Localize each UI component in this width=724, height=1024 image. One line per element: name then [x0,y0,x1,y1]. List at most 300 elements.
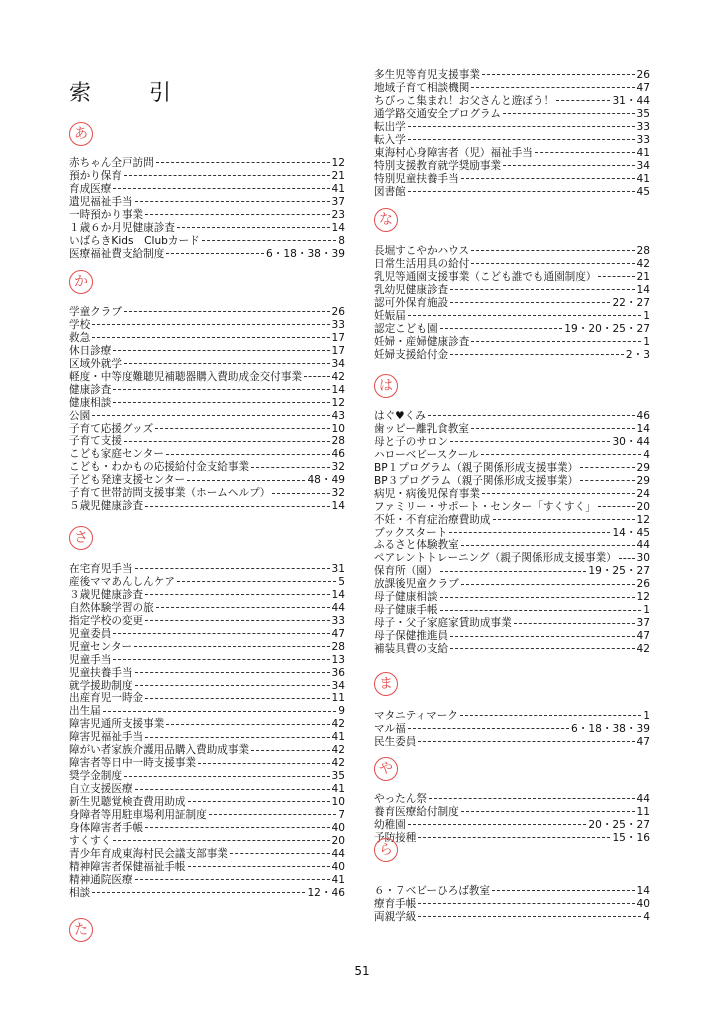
index-entry-name: 予防接種 [374,831,417,844]
index-entry-page: 10 [331,422,345,435]
index-entry [69,461,345,474]
leader-dots [461,545,635,546]
leader-dots [272,493,329,494]
index-entry-name: 日常生活用具の給付 [374,257,470,270]
leader-dots [461,178,635,179]
leader-dots [188,801,330,802]
index-entry-page: 42 [331,370,345,383]
leader-dots [418,916,641,917]
index-entry [374,540,650,553]
index-entry-name: 出産育児一時金 [69,692,144,705]
index-entry-page: 35 [636,107,650,120]
leader-dots [493,519,635,520]
leader-dots [418,903,634,904]
index-entry-name: 民生委員 [374,735,417,748]
index-entry-page: 15・16 [612,831,650,844]
index-entry-name: 転入学 [374,133,406,146]
index-entry-page: 12 [331,156,345,169]
index-entry [69,487,345,500]
index-entry [69,222,345,235]
index-entry-name: 身体障害者手帳 [69,821,144,834]
index-entry-name: ふるさと体験教室 [374,539,459,552]
index-entry-page: 41 [331,731,345,744]
index-entry-page: 4 [643,910,650,923]
index-entry [69,835,345,848]
index-entry [69,641,345,654]
leader-dots [304,376,329,377]
index-entry-page: 47 [331,627,345,640]
index-entry-page: 42 [331,757,345,770]
index-entry-name: 新生児聴覚検査費用助成 [69,796,186,809]
leader-dots [461,584,635,585]
index-entry-page: 34 [331,679,345,692]
index-entry-page: 23 [331,208,345,221]
index-entry-page: 40 [331,860,345,873]
index-entry-page: 12 [636,513,650,526]
index-entry [374,527,650,540]
index-entry-name: やったん祭 [374,792,427,805]
index-entry-page: 33 [636,133,650,146]
index-entry [69,874,345,887]
index-entry-name: 子育て支援 [69,435,122,448]
leader-dots [156,607,330,608]
index-entry-name: １歳６か月児健康診査 [69,221,175,234]
index-entry-page: 20 [636,500,650,513]
index-entry [69,500,345,513]
index-entry [69,423,345,436]
index-entry-name: 児童委員 [69,627,112,640]
leader-dots [408,728,569,729]
index-entry [374,271,650,284]
index-entry [374,475,650,488]
index-entry-page: 47 [636,630,650,643]
index-entry [374,349,650,362]
index-entry [69,196,345,209]
index-entry [69,448,345,461]
index-entry-name: ハローベビースクール [374,448,479,461]
index-entry-page: 20 [331,834,345,847]
index-entry-name: 療育手帳 [374,897,417,910]
index-entry-name: 一時預かり事業 [69,208,144,221]
index-entry-page: 29 [636,474,650,487]
index-entry-page: 33 [331,614,345,627]
leader-dots [177,227,330,228]
index-entry [374,258,650,271]
index-entry-page: 11 [331,692,345,705]
index-entry-page: 14 [331,221,345,234]
index-entry-name: こども・わかもの応援給付金支給事業 [69,461,250,474]
index-entry-name: いばらきKids Clubカード [69,234,200,247]
section-kana-badge: た [69,918,93,942]
leader-dots [113,659,329,660]
index-entry-name: 育成医療 [69,182,112,195]
index-entry-name: 転出学 [374,120,406,133]
leader-dots [449,532,610,533]
index-entry-page: 20・25・27 [588,818,650,831]
index-entry [374,147,650,160]
index-entry [69,796,345,809]
index-entry [374,591,650,604]
index-entry [69,410,345,423]
index-entry-name: 妊婦・産婦健康診査 [374,335,470,348]
index-entry [69,474,345,487]
index-entry-page: 28 [636,244,650,257]
index-entry [374,82,650,95]
index-entry-name: 健康相談 [69,396,112,409]
index-entry-page: 47 [636,81,650,94]
index-entry-name: 遺児福祉手当 [69,195,133,208]
index-entry-name: 学校 [69,318,91,331]
index-entry [69,822,345,835]
leader-dots [145,594,329,595]
index-entry-page: 33 [331,318,345,331]
index-entry-name: ブックスタート [374,526,448,539]
index-entry [374,69,650,82]
index-entry [69,183,345,196]
index-entry-name: 多生児等育児支援事業 [374,68,480,81]
leader-dots [251,750,329,751]
index-entry [374,488,650,501]
index-entry-name: ３歳児健康診査 [69,588,144,601]
page-number: 51 [354,964,370,978]
index-entry-name: すくすく [69,834,112,847]
index-entry-page: 47 [636,735,650,748]
leader-dots [92,324,329,325]
section-kana-badge: は [374,374,398,398]
index-entry [69,563,345,576]
index-entry-page: 9 [338,705,345,718]
index-entry [374,410,650,423]
index-entry-page: 41 [331,182,345,195]
leader-dots [135,672,330,673]
index-entry-page: 26 [636,68,650,81]
index-entry [69,680,345,693]
leader-dots [198,763,329,764]
leader-dots [503,165,634,166]
index-entry-page: 13 [331,653,345,666]
leader-dots [113,188,329,189]
index-entry-name: 乳幼児健康診査 [374,283,449,296]
index-entry-page: 40 [331,821,345,834]
index-entry-page: 6・18・38・39 [571,722,650,735]
index-entry-name: 不妊・不育症治療費助成 [374,513,491,526]
index-entry-name: 特別支援教育就学奨励事業 [374,159,502,172]
index-entry-page: 22・27 [612,296,650,309]
index-entry [374,578,650,591]
index-entry-name: 両親学級 [374,910,417,923]
index-entry-name: 認可外保育施設 [374,296,449,309]
index-entry-page: 30・44 [612,435,650,448]
index-entry [69,757,345,770]
index-entry-name: 乳児等通園支援事業（こども誰でも通園制度） [374,270,597,283]
index-entry-page: 19・20・25・27 [564,322,650,335]
leader-dots [471,250,634,251]
index-entry-page: 48・49 [307,474,345,487]
index-entry-page: 19・25・27 [588,565,650,578]
index-entry-name: 子ども発達支援センター [69,474,186,487]
leader-dots [166,454,330,455]
index-entry-name: 放課後児童クラブ [374,578,459,591]
index-entry [69,332,345,345]
index-entry-name: 障害者等日中一時支援事業 [69,757,197,770]
leader-dots [514,623,635,624]
index-entry [69,770,345,783]
leader-dots [134,646,329,647]
index-entry-name: 赤ちゃん全戸訪問 [69,156,154,169]
index-entry-name: 幼稚園 [374,818,406,831]
leader-dots [135,201,330,202]
index-entry-page: 42 [331,744,345,757]
leader-dots [428,415,635,416]
index-entry [374,336,650,349]
leader-dots [503,113,634,114]
index-entry-name: 児童手当 [69,653,112,666]
index-entry-page: 31・44 [612,94,650,107]
index-entry [374,284,650,297]
index-entry [374,630,650,643]
index-entry-page: 29 [636,461,650,474]
index-entry-name: ファミリー・サポート・センター「すくすく」 [374,500,596,513]
index-entry-page: 14 [331,588,345,601]
index-entry-name: 養育医療給付制度 [374,805,459,818]
index-entry-page: 1 [643,709,650,722]
leader-dots [492,890,634,891]
leader-dots [535,152,635,153]
index-entry [69,384,345,397]
index-entry-name: 指定学校の変更 [69,614,144,627]
leader-dots [166,253,264,254]
index-entry [69,589,345,602]
index-entry-page: 14 [636,422,650,435]
index-entry-name: 医療福祉費支給制度 [69,247,165,260]
index-entry-page: 4 [643,448,650,461]
index-entry [69,848,345,861]
leader-dots [580,480,634,481]
leader-dots [450,302,610,303]
leader-dots [113,389,329,390]
leader-dots [580,467,634,468]
leader-dots [408,315,641,316]
index-entry-page: 44 [331,847,345,860]
index-entry-page: 32 [331,461,345,474]
index-entry-page: 37 [331,195,345,208]
leader-dots [471,87,634,88]
index-entry-name: 子育て世帯訪問支援事業（ホームヘルプ） [69,487,271,500]
index-entry-page: 17 [331,331,345,344]
index-entry [374,462,650,475]
index-entry [374,898,650,911]
index-entry [69,319,345,332]
index-entry-page: 32 [331,487,345,500]
index-entry-page: 34 [636,159,650,172]
leader-dots [440,597,635,598]
index-entry-name: 母子・父子家庭家賃助成事業 [374,617,512,630]
leader-dots [124,175,330,176]
index-entry-name: 図書館 [374,185,406,198]
index-entry-page: 5 [338,575,345,588]
leader-dots [450,441,610,442]
index-entry-page: 17 [331,344,345,357]
index-entry [374,310,650,323]
index-entry-name: 母子健康相談 [374,591,438,604]
leader-dots [113,840,329,841]
index-entry-page: 44 [636,792,650,805]
index-entry [374,134,650,147]
index-entry-name: 保育所（園） [374,565,438,578]
index-entry-name: 青少年育成東海村民会議支部事業 [69,847,228,860]
index-entry-page: 26 [636,578,650,591]
leader-dots [155,428,329,429]
index-entry [69,170,345,183]
leader-dots [124,363,330,364]
index-entry-page: 44 [331,601,345,614]
index-entry [374,121,650,134]
index-entry-page: 35 [331,770,345,783]
leader-dots [429,798,635,799]
index-entry-page: 1 [643,309,650,322]
index-entry [374,514,650,527]
index-entry [374,297,650,310]
leader-dots [408,191,635,192]
index-entry-page: 12 [331,396,345,409]
index-entry-page: 14 [636,283,650,296]
index-entry [374,323,650,336]
section-kana-badge: あ [69,122,93,146]
index-entry [69,887,345,900]
index-entry [69,693,345,706]
leader-dots [187,480,305,481]
index-entry-name: 通学路交通安全プログラム [374,107,502,120]
index-entry-name: 預かり保育 [69,169,122,182]
index-entry [69,157,345,170]
leader-dots [124,776,330,777]
leader-dots [471,263,634,264]
index-entry [69,718,345,731]
leader-dots [450,648,634,649]
leader-dots [156,162,330,163]
leader-dots [408,126,635,127]
index-entry [374,552,650,565]
index-entry-name: 歯ッピー離乳食教室 [374,422,469,435]
leader-dots [440,610,642,611]
index-entry-name: BP１プログラム（親子関係形成支援事業） [374,461,579,474]
leader-dots [166,724,329,725]
index-entry-page: 11 [636,805,650,818]
index-entry-page: 31 [331,562,345,575]
leader-dots [113,350,329,351]
index-entry [374,108,650,121]
leader-dots [460,715,641,716]
index-entry-name: 児童センター [69,640,133,653]
index-entry-page: 44 [636,539,650,552]
leader-dots [124,441,330,442]
index-entry-name: 障害児通所支援事業 [69,718,165,731]
index-entry [374,832,650,845]
leader-dots [450,354,624,355]
index-entry [374,617,650,630]
index-entry-name: 健康診査 [69,383,112,396]
index-entry [374,736,650,749]
index-entry-page: 37 [636,617,650,630]
index-entry-name: 子育て応援グッズ [69,422,154,435]
index-entry-name: 障がい者家族介護用品購入費助成事業 [69,744,250,757]
index-entry-name: 奨学金制度 [69,770,122,783]
index-entry-page: 42 [331,718,345,731]
index-entry-name: 児童扶養手当 [69,666,133,679]
index-entry-page: 12 [636,591,650,604]
index-entry-name: 特別児童扶養手当 [374,172,459,185]
index-entry-name: 長堀すこやかハウス [374,244,470,257]
index-entry-name: 母子健康手帳 [374,604,438,617]
index-entry-page: 21 [331,169,345,182]
leader-dots [440,328,563,329]
index-entry-page: 46 [331,448,345,461]
index-entry [374,501,650,514]
index-entry-name: ５歳児健康診査 [69,500,144,513]
index-entry-name: ６・７ベビーひろば教室 [374,884,491,897]
index-entry-name: マル福 [374,722,406,735]
leader-dots [598,276,634,277]
leader-dots [598,506,635,507]
index-entry-name: 軽度・中等度難聴児補聴器購入費助成金交付事業 [69,370,303,383]
index-entry [374,806,650,819]
leader-dots [418,741,634,742]
leader-dots [135,789,330,790]
index-entry-page: 28 [331,435,345,448]
index-entry-page: 26 [331,305,345,318]
index-entry-name: 出生届 [69,705,101,718]
index-entry-page: 7 [338,809,345,822]
index-entry [69,615,345,628]
leader-dots [145,698,329,699]
leader-dots [135,568,330,569]
index-entry-page: 43 [331,409,345,422]
leader-dots [619,558,635,559]
index-entry [374,819,650,832]
section-kana-badge: や [374,757,398,781]
leader-dots [202,240,337,241]
index-entry [374,723,650,736]
section-kana-badge: さ [69,526,93,550]
index-entry-page: 6・18・38・39 [266,247,345,260]
index-entry-page: 14 [331,383,345,396]
leader-dots [440,571,587,572]
leader-dots [113,402,329,403]
index-entry [69,371,345,384]
leader-dots [482,493,635,494]
leader-dots [135,685,330,686]
leader-dots [145,620,329,621]
index-entry-page: 28 [331,640,345,653]
index-entry-name: 精神通院医療 [69,873,133,886]
index-entry [69,744,345,757]
index-entry-name: 区域外就学 [69,357,122,370]
index-entry [69,705,345,718]
leader-dots [461,811,635,812]
index-entry-page: 2・3 [625,348,650,361]
leader-dots [113,633,329,634]
leader-dots [251,467,329,468]
leader-dots [92,415,329,416]
leader-dots [482,74,635,75]
index-entry [374,423,650,436]
index-entry-name: ペアレントトレーニング（親子関係形成支援事業） [374,552,617,565]
index-entry [374,793,650,806]
index-entry-page: 36 [331,666,345,679]
index-entry-name: 地域子育て相談機関 [374,81,470,94]
section-kana-badge: か [69,270,93,294]
index-entry-name: 就学援助制度 [69,679,133,692]
